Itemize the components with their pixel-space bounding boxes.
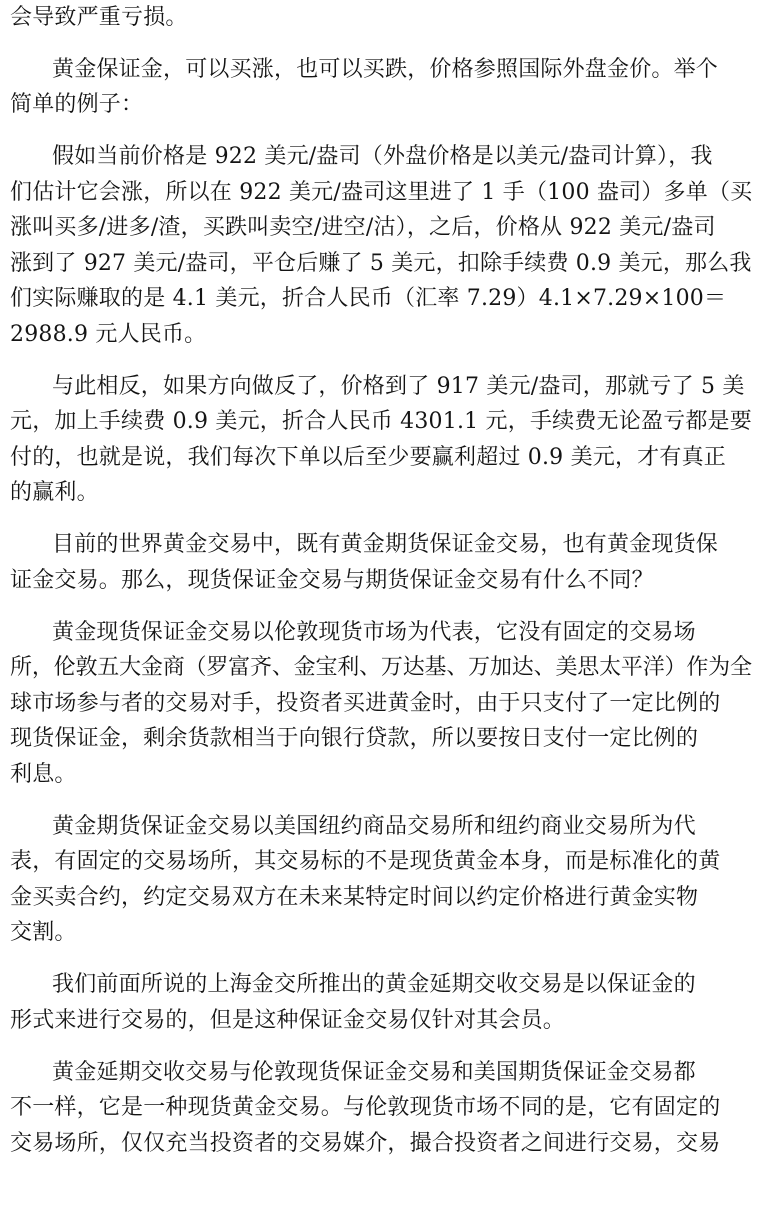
text-line: 目前的世界黄金交易中，既有黄金期货保证金交易，也有黄金现货保	[52, 532, 719, 557]
text-line: 交易场所，仅仅充当投资者的交易媒介，撮合投资者之间进行交易，交易	[10, 1131, 721, 1156]
text-line: 利息。	[10, 762, 77, 787]
text-line: 们估计它会涨，所以在 922 美元/盎司这里进了 1 手（100 盎司）多单（买	[10, 180, 753, 205]
text-line: 假如当前价格是 922 美元/盎司（外盘价格是以美元/盎司计算），我	[52, 144, 713, 169]
text-line: 证金交易。那么，现货保证金交易与期货保证金交易有什么不同？	[10, 568, 654, 593]
text-line: 简单的例子：	[10, 92, 144, 117]
text-line: 形式来进行交易的，但是这种保证金交易仅针对其会员。	[10, 1008, 566, 1033]
text-line: 不一样，它是一种现货黄金交易。与伦敦现货市场不同的是，它有固定的	[10, 1095, 721, 1120]
text-line: 2988.9 元人民币。	[10, 322, 207, 347]
text-line: 与此相反，如果方向做反了，价格到了 917 美元/盎司，那就亏了 5 美	[52, 374, 745, 399]
text-line: 黄金期货保证金交易以美国纽约商品交易所和纽约商业交易所为代	[52, 814, 696, 839]
text-line: 所，伦敦五大金商（罗富齐、金宝利、万达基、万加达、美思太平洋）作为全	[10, 655, 752, 680]
text-line: 球市场参与者的交易对手，投资者买进黄金时，由于只支付了一定比例的	[10, 691, 721, 716]
text-line: 元，加上手续费 0.9 美元，折合人民币 4301.1 元，手续费无论盈亏都是要	[10, 409, 752, 434]
text-line: 我们前面所说的上海金交所推出的黄金延期交收交易是以保证金的	[52, 972, 696, 997]
text-line: 会导致严重亏损。	[10, 5, 188, 30]
text-line: 付的，也就是说，我们每次下单以后至少要赢利超过 0.9 美元，才有真正	[10, 445, 726, 470]
text-line: 黄金延期交收交易与伦敦现货保证金交易和美国期货保证金交易都	[52, 1060, 696, 1085]
text-line: 金买卖合约，约定交易双方在未来某特定时间以约定价格进行黄金实物	[10, 885, 699, 910]
text-line: 表，有固定的交易场所，其交易标的不是现货黄金本身，而是标准化的黄	[10, 849, 721, 874]
text-line: 涨到了 927 美元/盎司，平仓后赚了 5 美元，扣除手续费 0.9 美元，那么我	[10, 251, 752, 276]
text-line: 的赢利。	[10, 480, 99, 505]
text-line: 们实际赚取的是 4.1 美元，折合人民币（汇率 7.29）4.1×7.29×100＝	[10, 286, 727, 311]
text-line: 现货保证金，剩余货款相当于向银行贷款，所以要按日支付一定比例的	[10, 726, 699, 751]
text-line: 涨叫买多/进多/渣，买跌叫卖空/进空/沽），之后，价格从 922 美元/盎司	[10, 215, 716, 240]
text-line: 黄金现货保证金交易以伦敦现货市场为代表，它没有固定的交易场	[52, 620, 696, 645]
text-line: 交割。	[10, 920, 77, 945]
text-line: 黄金保证金，可以买涨，也可以买跌，价格参照国际外盘金价。举个	[52, 57, 719, 82]
